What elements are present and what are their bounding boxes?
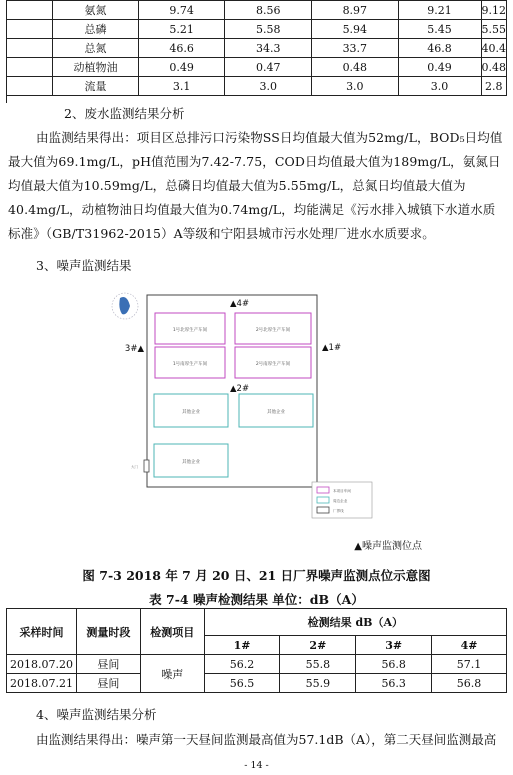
point-header: 3# <box>356 636 432 655</box>
b5-label: 其他企业 <box>182 410 200 415</box>
table-row <box>6 1 507 20</box>
noise-table-title: 表 7-4 噪声检测结果 单位：dB（A） <box>149 592 364 607</box>
value-cell: 33.7 <box>312 39 399 58</box>
table-row <box>7 674 507 693</box>
value-cell: 3.0 <box>398 77 481 96</box>
noise-value-cell: 56.3 <box>356 674 432 693</box>
blank-cell <box>6 77 53 96</box>
section3-heading: 3、噪声监测结果 <box>36 258 132 273</box>
noise-value-cell: 56.5 <box>204 674 280 693</box>
parameter-name: 氨氮 <box>53 1 139 20</box>
value-cell: 3.0 <box>225 77 312 96</box>
b3-label: 1号南厚生产车间 <box>172 362 208 367</box>
value-cell: 46.6 <box>138 39 225 58</box>
b7-label: 其他企业 <box>182 460 200 465</box>
noise-value-cell: 55.8 <box>280 655 356 674</box>
value-cell: 0.47 <box>225 58 312 77</box>
point-1-label: ▲1# <box>322 343 342 353</box>
noise-value-cell: 55.9 <box>280 674 356 693</box>
value-cell: 8.56 <box>225 1 312 20</box>
b6-label: 其他企业 <box>267 410 285 415</box>
page-number: - 14 - <box>244 760 269 771</box>
noise-value-cell: 56.8 <box>432 674 507 693</box>
section2-heading: 2、废水监测结果分析 <box>64 106 185 121</box>
header-date: 采样时间 <box>7 609 77 655</box>
parameter-name: 总氮 <box>53 39 139 58</box>
header-period: 测量时段 <box>76 609 140 655</box>
section4-body: 由监测结果得出：噪声第一天昼间监测最高值为57.1dB（A），第二天昼间监测最高 <box>36 732 497 747</box>
value-cell: 46.8 <box>398 39 481 58</box>
value-cell: 2.8 <box>481 77 507 96</box>
value-cell: 8.97 <box>312 1 399 20</box>
legend-l3: 厂界线 <box>333 509 344 513</box>
value-cell: 0.48 <box>312 58 399 77</box>
gate-icon <box>144 460 149 472</box>
section2-body: 由监测结果得出：项目区总排污口污染物SS日均值最大值为52mg/L，BOD₅日均值最大值为69.1mg/L，pH值范围为7.42-7.75，COD日均值最大值为189mg/L，氨氮日均值最大值为10.59mg/L，总磷日均值最大值为5.55mg/L，总氮日均值最大值为40.4mg/L，动植物油日均值最大值为0.74mg/L，均能满足《污水排入城镇下水道水质标准》（GB/T31962-2015）A等级和宁阳县城市污水处理厂进水水质要求。 <box>8 130 503 241</box>
b4-label: 2号南厚生产车间 <box>255 362 291 367</box>
value-cell: 9.21 <box>398 1 481 20</box>
b1-label: 1号北厚生产车间 <box>172 328 208 333</box>
value-cell: 5.55 <box>481 20 507 39</box>
gate-label: 大门 <box>131 465 138 469</box>
table-row <box>6 58 507 77</box>
point-header: 2# <box>280 636 356 655</box>
header-item: 检测项目 <box>140 609 204 655</box>
parameter-name: 总磷 <box>53 20 139 39</box>
blank-cell <box>6 58 53 77</box>
figure-caption: ▲噪声监测位点 <box>354 541 422 552</box>
value-cell: 0.48 <box>481 58 507 77</box>
north-compass-icon <box>112 293 138 319</box>
value-cell: 9.12 <box>481 1 507 20</box>
header-result: 检测结果 dB（A） <box>204 609 506 636</box>
point-4-label: ▲4# <box>230 299 250 309</box>
noise-value-cell: 57.1 <box>432 655 507 674</box>
legend-l1: 本项目车间 <box>333 489 351 493</box>
parameter-name: 动植物油 <box>53 58 139 77</box>
value-cell: 40.4 <box>481 39 507 58</box>
point-header: 4# <box>432 636 507 655</box>
section4-heading: 4、噪声监测结果分析 <box>36 707 157 722</box>
value-cell: 34.3 <box>225 39 312 58</box>
date-cell: 2018.07.21 <box>7 674 77 693</box>
value-cell: 0.49 <box>138 58 225 77</box>
period-cell: 昼间 <box>76 655 140 674</box>
point-3-label: 3#▲ <box>124 344 144 354</box>
noise-value-cell: 56.2 <box>204 655 280 674</box>
value-cell: 3.1 <box>138 77 225 96</box>
value-cell: 3.0 <box>312 77 399 96</box>
value-cell: 5.58 <box>225 20 312 39</box>
noise-table <box>6 608 507 693</box>
point-header: 1# <box>204 636 280 655</box>
table-row <box>6 20 507 39</box>
noise-monitoring-figure <box>100 284 430 554</box>
value-cell: 0.49 <box>398 58 481 77</box>
point-2-label: ▲2# <box>230 384 250 394</box>
wastewater-table <box>6 0 507 96</box>
table-row <box>6 39 507 58</box>
date-cell: 2018.07.20 <box>7 655 77 674</box>
value-cell: 5.94 <box>312 20 399 39</box>
table-row <box>6 77 507 96</box>
value-cell: 5.45 <box>398 20 481 39</box>
table-left-border <box>6 0 8 103</box>
figure-title: 图 7-3 2018 年 7 月 20 日、21 日厂界噪声监测点位示意图 <box>82 568 431 583</box>
parameter-name: 流量 <box>53 77 139 96</box>
blank-cell <box>6 20 53 39</box>
b2-label: 2号北厚生产车间 <box>255 328 291 333</box>
table-row <box>7 655 507 674</box>
blank-cell <box>6 39 53 58</box>
legend-l2: 周边企业 <box>333 499 348 503</box>
value-cell: 5.21 <box>138 20 225 39</box>
noise-value-cell: 56.8 <box>356 655 432 674</box>
period-cell: 昼间 <box>76 674 140 693</box>
item-cell: 噪声 <box>140 655 204 693</box>
blank-cell <box>6 1 53 20</box>
value-cell: 9.74 <box>138 1 225 20</box>
